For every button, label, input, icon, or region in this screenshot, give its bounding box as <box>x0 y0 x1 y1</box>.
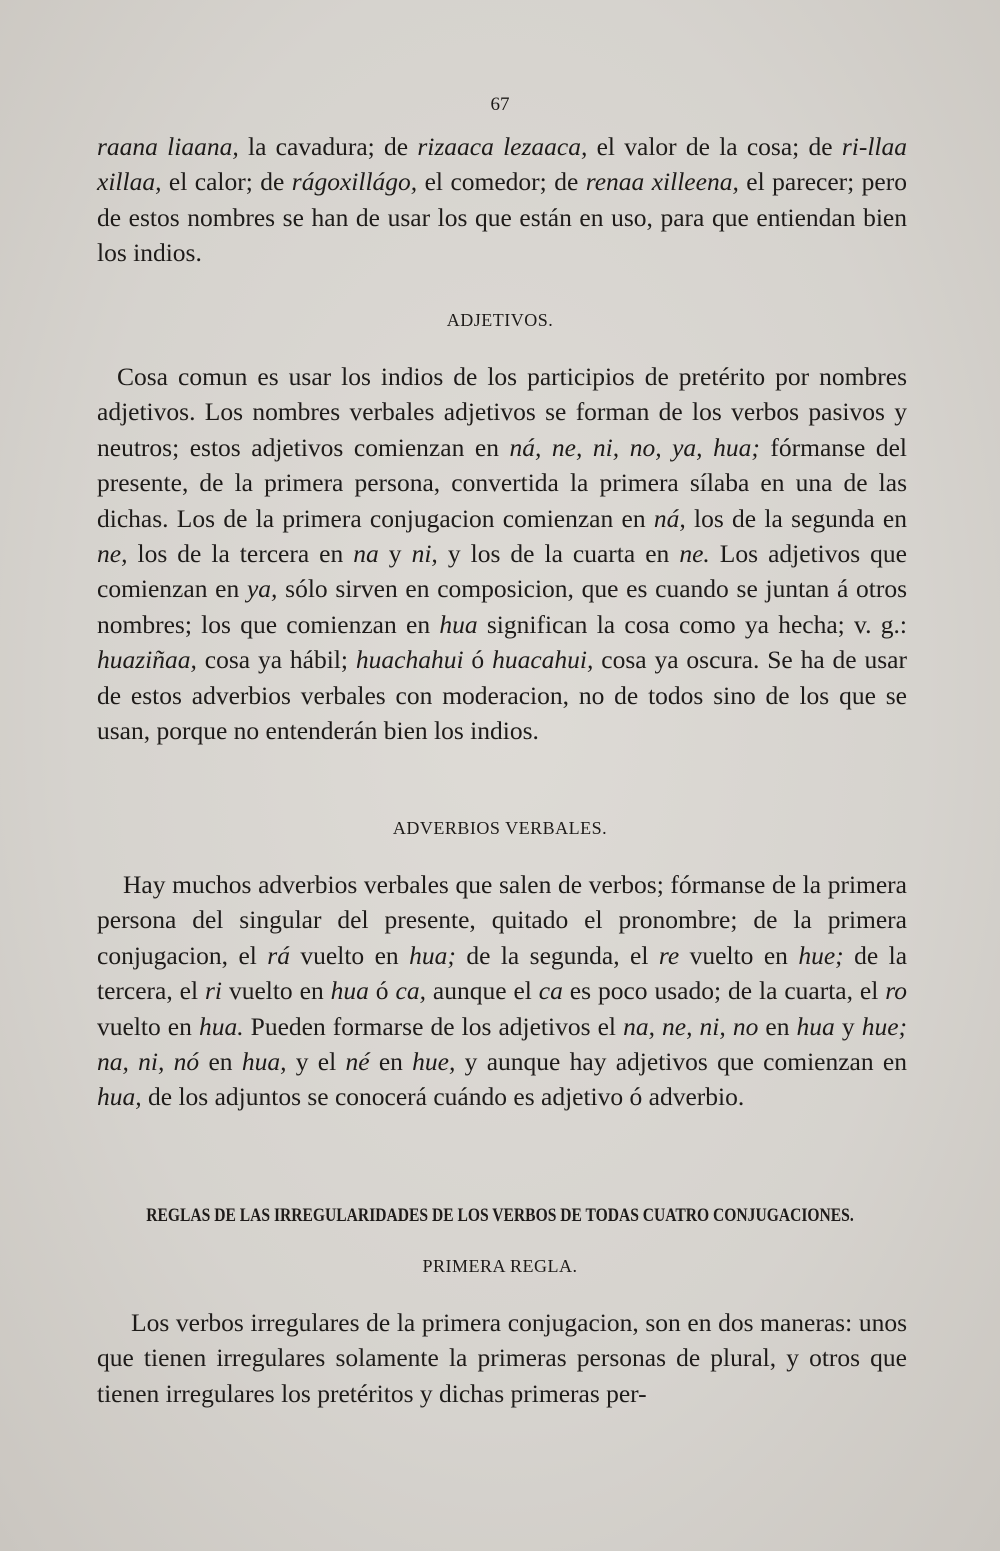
italic-term: na <box>353 539 379 569</box>
italic-term: na, ne, ni, no <box>623 1011 759 1041</box>
italic-term: huaziñaa, <box>97 645 197 675</box>
italic-term: raana liaana, <box>97 132 239 161</box>
italic-term: hua, <box>241 1047 287 1077</box>
heading-adverbios-verbales: ADVERBIOS VERBALES. <box>392 818 608 838</box>
italic-term: ri-llaa xillaa, <box>97 132 908 197</box>
italic-term: hua <box>330 976 369 1006</box>
italic-term: huachahui <box>355 645 464 675</box>
paragraph-adjetivos: Cosa comun es usar los indios de los participios de pretérito por nombres adjetivos. Los nombres verbales adjetivos se forman de los verbos pasivos y neutros; estos adjetivos comienzan en ná, ne, ni, no, ya, hua; fórmanse del presente, de la primera persona, convertida la primera sílaba en una de las dichas. Los de la primera conjugacion comienzan en ná, los de la segunda en ne, los de la tercera en na y ni, y los de la cuarta en ne. Los adjetivos que comienzan en ya, sólo sirven en composicion, que es cuando se juntan á otros nombres; los que comienzan en hua significan la cosa como ya hecha; v. g.: huaziñaa, cosa ya hábil; huachahui ó huacahui, cosa ya oscura. Se ha de usar de estos adverbios verbales con moderacion, no de todos sino de los que se usan, porque no entenderán bien los indios. <box>97 362 907 746</box>
italic-term: ca, <box>395 976 426 1006</box>
italic-term: ca <box>538 976 563 1006</box>
italic-term: rá <box>267 940 290 970</box>
italic-term: ne, <box>97 539 128 569</box>
italic-term: ya, <box>246 574 278 604</box>
italic-term: hue, <box>412 1047 456 1077</box>
heading-adjetivos: ADJETIVOS. <box>446 310 554 330</box>
italic-term: ro <box>885 976 907 1006</box>
page-number: 67 <box>490 94 510 115</box>
italic-term: ri <box>205 976 223 1006</box>
italic-term: renaa xilleena, <box>585 167 739 197</box>
paragraph-continuation: raana liaana, la cavadura; de rizaaca lezaaca, el valor de la cosa; de ri-llaa xillaa, el calor; de rágoxillágo, el comedor; de renaa xilleena, el parecer; pero de estos nombres se han de usar los que están en uso, para que entiendan bien los indios. <box>97 132 908 268</box>
italic-term: né <box>345 1047 370 1077</box>
paragraph-adverbios: Hay muchos adverbios verbales que salen de verbos; fórmanse de la primera persona del singular del presente, quitado el pronombre; de la primera conjugacion, el rá vuelto en hua; de la segunda, el re vuelto en hue; de la tercera, el ri vuelto en hua ó ca, aunque el ca es poco usado; de la cuarta, el ro vuelto en hua. Pueden formarse de los adjetivos el na, ne, ni, no en hua y hue; na, ni, nó en hua, y el né en hue, y aunque hay adjetivos que comienzan en hua, de los adjuntos se conocerá cuándo es adjetivo ó adverbio. <box>97 870 908 1112</box>
italic-term: rágoxillágo, <box>291 167 418 197</box>
heading-primera-regla: PRIMERA REGLA. <box>422 1256 578 1276</box>
italic-term: hue; <box>798 940 844 970</box>
italic-term: rizaaca lezaaca, <box>417 132 588 161</box>
italic-term: hua. <box>198 1011 244 1041</box>
italic-term: hue; na, ni, nó <box>97 1011 908 1077</box>
italic-term: hua <box>796 1011 835 1041</box>
heading-reglas-irregularidades: REGLAS DE LAS IRREGULARIDADES DE LOS VERBOS DE TODAS CUATRO CONJUGACIONES. <box>146 1205 854 1226</box>
italic-term: huacahui, <box>492 645 594 675</box>
italic-term: hua; <box>409 940 456 970</box>
italic-term: ná, ne, ni, no, ya, hua; <box>509 432 760 462</box>
italic-term: ne. <box>679 539 710 569</box>
italic-term: re <box>658 940 680 970</box>
italic-term: hua <box>439 609 478 639</box>
italic-term: ni, <box>411 539 438 569</box>
paragraph-primera-regla: Los verbos irregulares de la primera conjugacion, son en dos maneras: unos que tienen irregulares solamente la primeras personas de plural, y otros que tienen irregulares los pretéritos y dichas primeras per- <box>97 1308 907 1408</box>
italic-term: hua, <box>97 1082 142 1112</box>
italic-term: ná, <box>653 503 686 533</box>
